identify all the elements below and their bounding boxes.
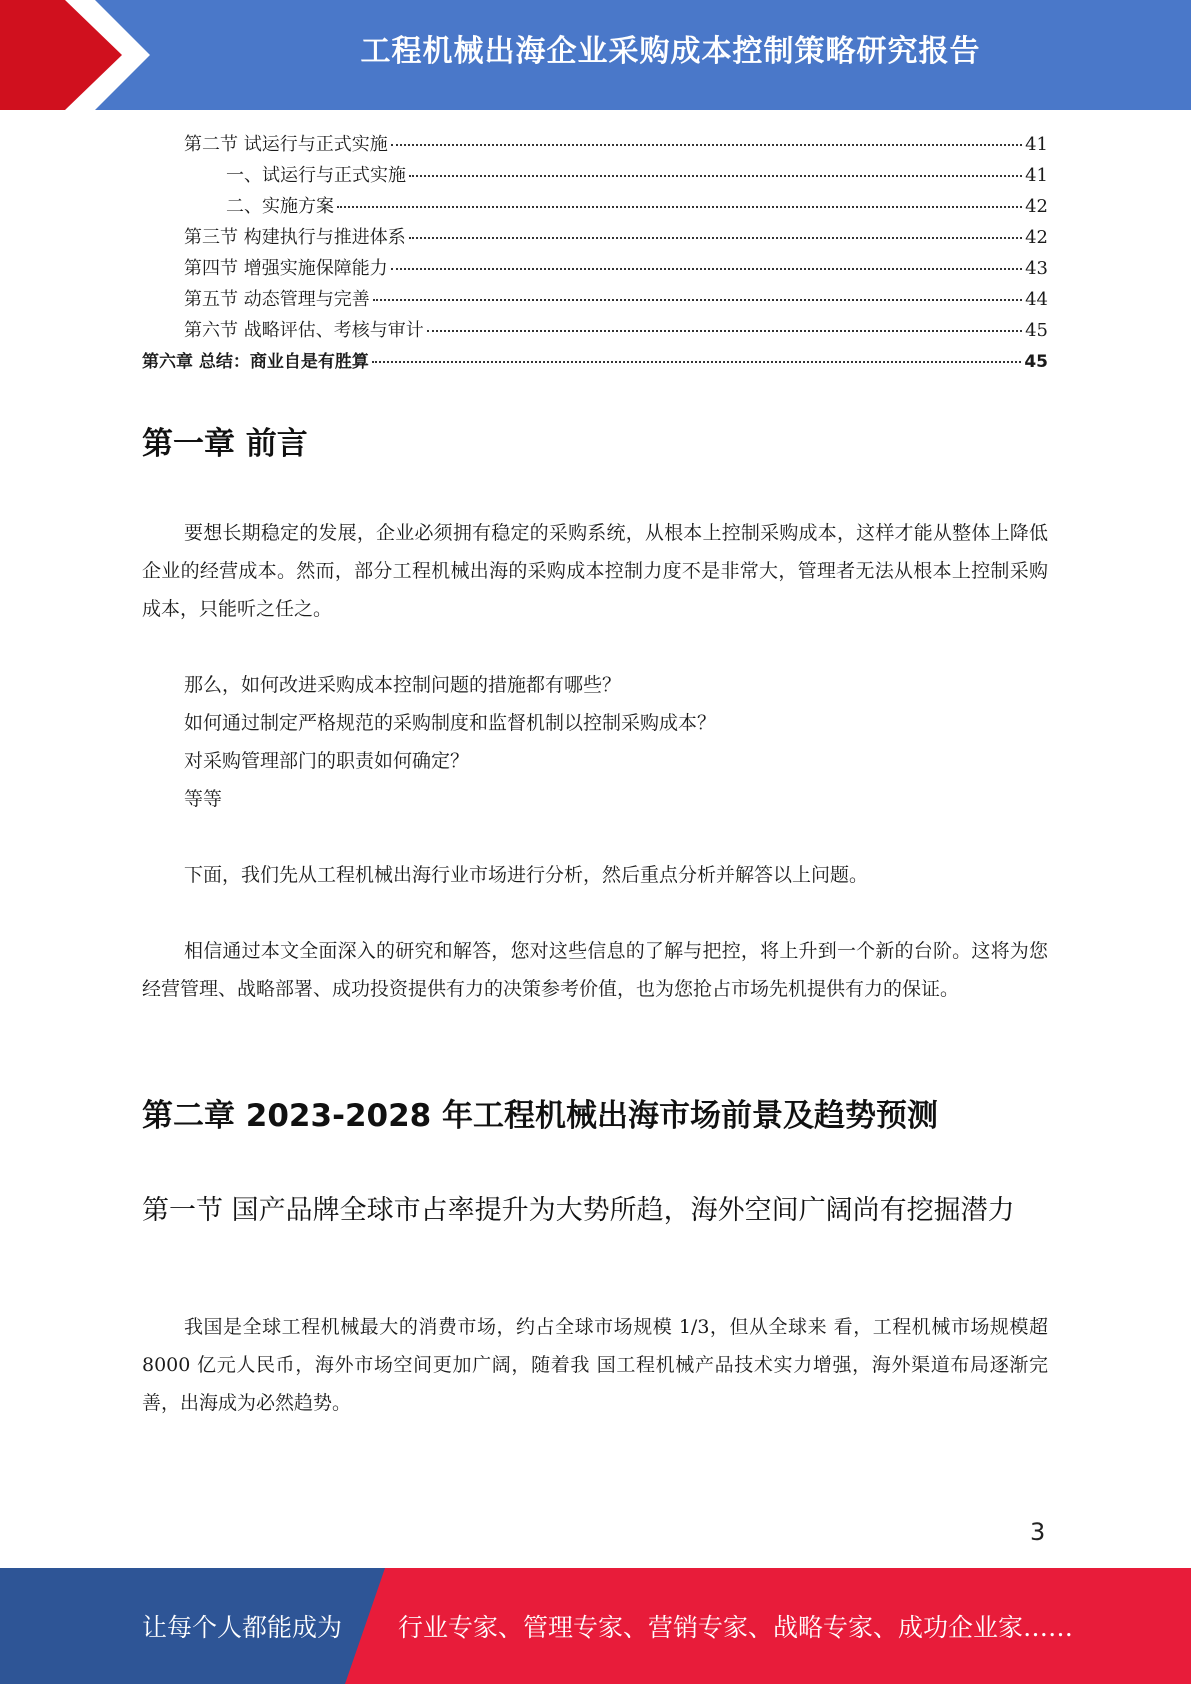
toc-entry-page: 45 — [1024, 352, 1048, 372]
toc-dot-leader — [391, 144, 1022, 146]
header-arrow-logo — [0, 0, 160, 110]
toc-entry[interactable] — [142, 316, 1048, 347]
toc-dot-leader — [427, 330, 1022, 332]
page-footer — [0, 1568, 1191, 1684]
footer-slogan-right: 行业专家、管理专家、营销专家、战略专家、成功企业家…… — [398, 1613, 1074, 1642]
toc-entry-label: 第五节 动态管理与完善 — [184, 289, 370, 310]
toc-dot-leader — [391, 268, 1022, 270]
page-header — [0, 0, 1191, 110]
footer-slogan-left: 让每个人都能成为 — [142, 1613, 343, 1642]
toc-dot-leader — [373, 299, 1022, 301]
toc-entry-page: 43 — [1025, 258, 1048, 279]
page-number: 3 — [1030, 1518, 1046, 1546]
paragraph: 要想长期稳定的发展，企业必须拥有稳定的采购系统，从根本上控制采购成本，这样才能从整体上降低企业的经营成本。然而，部分工程机械出海的采购成本控制力度不是非常大，管理者无法从根本上控制采购成本，只能听之任之。 — [142, 522, 1048, 620]
toc-entry[interactable] — [142, 347, 1048, 378]
toc-entry-label: 第六节 战略评估、考核与审计 — [184, 320, 424, 341]
toc-dot-leader — [409, 237, 1022, 239]
toc-entry-page: 44 — [1025, 289, 1048, 310]
toc-entry-page: 45 — [1025, 320, 1048, 341]
question-line: 对采购管理部门的职责如何确定？ — [184, 750, 470, 772]
toc-dot-leader — [372, 361, 1021, 363]
toc-entry-page: 41 — [1025, 165, 1048, 186]
question-line: 如何通过制定严格规范的采购制度和监督机制以控制采购成本？ — [184, 712, 717, 734]
toc-entry-label: 二、实施方案 — [226, 196, 334, 217]
toc-dot-leader — [409, 175, 1022, 177]
toc-entry-page: 42 — [1025, 196, 1048, 217]
toc-dot-leader — [337, 206, 1022, 208]
toc-entry[interactable] — [142, 161, 1048, 192]
chapter-title: 第二章 2023-2028 年工程机械出海市场前景及趋势预测 — [142, 1098, 939, 1134]
toc-entry-label: 一、试运行与正式实施 — [226, 165, 406, 186]
toc-entry[interactable] — [142, 192, 1048, 223]
toc-entry-page: 41 — [1025, 134, 1048, 155]
question-line: 那么，如何改进采购成本控制问题的措施都有哪些？ — [184, 674, 622, 696]
section-title: 第一节 国产品牌全球市占率提升为大势所趋，海外空间广阔尚有挖掘潜力 — [142, 1195, 1015, 1226]
paragraph: 我国是全球工程机械最大的消费市场，约占全球市场规模 1/3，但从全球来 看，工程机械市场规模超 8000 亿元人民币，海外市场空间更加广阔，随着我 国工程机械产品技术实力增强，海外渠道布局逐渐完善，出海成为必然趋势。 — [142, 1316, 1048, 1414]
toc-entry[interactable] — [142, 285, 1048, 316]
report-title: 工程机械出海企业采购成本控制策略研究报告 — [360, 34, 981, 69]
toc-entry[interactable] — [142, 254, 1048, 285]
toc-entry-page: 42 — [1025, 227, 1048, 248]
toc-entry-label: 第二节 试运行与正式实施 — [184, 134, 388, 155]
toc-entry-label: 第三节 构建执行与推进体系 — [184, 227, 406, 248]
toc-entry[interactable] — [142, 130, 1048, 161]
chapter-title: 第一章 前言 — [142, 426, 308, 462]
question-line: 等等 — [184, 788, 223, 810]
toc-entry-label: 第四节 增强实施保障能力 — [184, 258, 388, 279]
paragraph: 相信通过本文全面深入的研究和解答，您对这些信息的了解与把控，将上升到一个新的台阶。这将为您经营管理、战略部署、成功投资提供有力的决策参考价值，也为您抢占市场先机提供有力的保证。 — [142, 940, 1048, 1000]
paragraph: 下面，我们先从工程机械出海行业市场进行分析，然后重点分析并解答以上问题。 — [184, 864, 869, 886]
toc-entry-label: 第六章 总结：商业自是有胜算 — [142, 352, 369, 372]
table-of-contents — [142, 130, 1048, 378]
toc-entry[interactable] — [142, 223, 1048, 254]
